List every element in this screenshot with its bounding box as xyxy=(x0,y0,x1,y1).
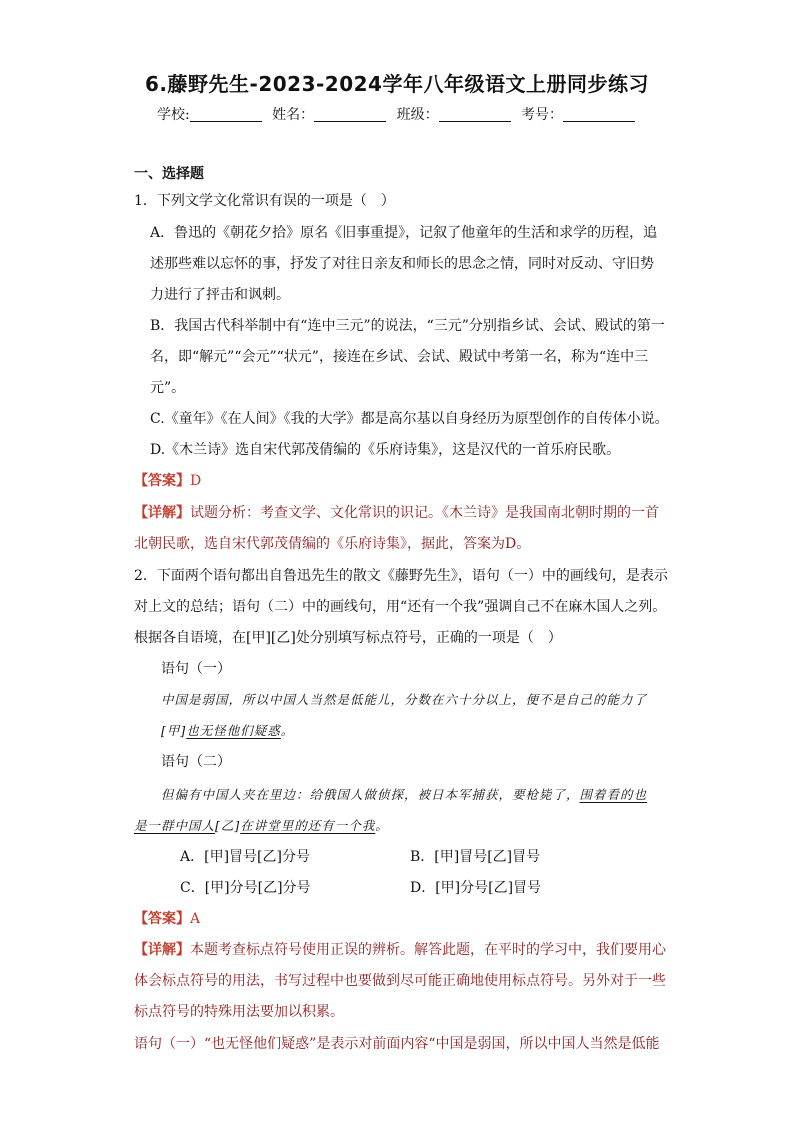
detail-label: 【详解】 xyxy=(134,505,190,521)
answer-label: 【答案】 xyxy=(134,911,190,927)
answer-value: A xyxy=(190,911,201,927)
blank-yi: [乙] xyxy=(215,818,241,833)
q1-option-c: C.《童年》《在人间》《我的大学》都是高尔基以自身经历为原型创作的自传体小说。 xyxy=(150,411,669,427)
class-blank[interactable] xyxy=(439,107,511,122)
answer-label: 【答案】 xyxy=(134,473,190,489)
q1-option-a-line2: 述那些难以忘怀的事，抒发了对往日亲友和师长的思念之情，同时对反动、守旧势 xyxy=(150,256,654,272)
q2-detail-line3: 标点符号的特殊用法要加以积累。 xyxy=(134,1004,344,1020)
q2-detail-line1 xyxy=(134,940,666,960)
q2-option-c: C．[甲]分号[乙]分号 xyxy=(180,880,311,896)
q2-answer xyxy=(134,909,200,929)
name-blank[interactable] xyxy=(314,107,386,122)
q1-stem: 1．下列文学文化常识有误的一项是（ ） xyxy=(134,193,395,209)
q2-option-d: D．[甲]分号[乙]冒号 xyxy=(410,880,542,896)
q2-sentence2-line2 xyxy=(134,816,389,836)
q1-detail-line2: 北朝民歌，选自宋代郭茂倩编的《乐府诗集》，据此，答案为D。 xyxy=(134,536,531,552)
student-info-line xyxy=(0,104,794,124)
q2-stem-line1: 2．下面两个语句都出自鲁迅先生的散文《藤野先生》，语句（一）中的画线句，是表示 xyxy=(134,568,668,584)
q2-detail-line2: 体会标点符号的用法，书写过程中也要做到尽可能正确地使用标点符号。另外对于一些 xyxy=(134,973,666,989)
school-blank[interactable] xyxy=(190,107,262,122)
q2-sentence1-label: 语句（一） xyxy=(161,661,231,677)
number-blank[interactable] xyxy=(563,107,635,122)
page-title: 6.藤野先生-2023-2024学年八年级语文上册同步练习 xyxy=(145,72,649,96)
q1-option-b-line2: 名，即“解元”“会元”“状元”，接连在乡试、会试、殿试中考第一名，称为“连中三 xyxy=(150,349,649,365)
q1-option-b-line1: B．我国古代科举制中有“连中三元”的说法，“三元”分别指乡试、会试、殿试的第一 xyxy=(150,318,665,334)
q1-option-d: D.《木兰诗》选自宋代郭茂倩编的《乐府诗集》，这是汉代的一首乐府民歌。 xyxy=(150,442,621,458)
detail-text: 本题考查标点符号使用正误的辨析。解答此题，在平时的学习中，我们要用心 xyxy=(190,942,666,958)
plain-text: 但偏有中国人夹在里边：给俄国人做侦探，被日本军捕获，要枪毙了， xyxy=(161,787,580,802)
underlined-text: 在讲堂里的还有一个我 xyxy=(240,818,376,833)
punct: 。 xyxy=(375,818,389,833)
answer-value: D xyxy=(190,473,202,489)
q2-stem-line2: 对上文的总结；语句（二）中的画线句，用“还有一个我”强调自己不在麻木国人之列。 xyxy=(134,599,667,615)
blank-jia: [甲] xyxy=(161,723,187,738)
q2-sentence2-line1 xyxy=(161,785,647,805)
q1-answer xyxy=(134,471,201,491)
class-label: 班级： xyxy=(396,107,439,123)
underlined-text: 也无怪他们疑惑 xyxy=(186,723,281,738)
underlined-text: 围着看的也 xyxy=(579,787,648,802)
detail-text: 试题分析：考查文学、文化常识的识记。《木兰诗》是我国南北朝时期的一首 xyxy=(190,505,659,521)
underlined-text: 是一群中国人 xyxy=(134,818,216,833)
detail-label: 【详解】 xyxy=(134,942,190,958)
q1-option-b-line3: 元”。 xyxy=(150,380,186,396)
q2-detail-line4: 语句（一）“也无怪他们疑惑”是表示对前面内容“中国是弱国，所以中国人当然是低能 xyxy=(134,1036,660,1052)
q1-detail-line1 xyxy=(134,503,659,523)
q1-option-a-line1: A．鲁迅的《朝花夕拾》原名《旧事重提》，记叙了他童年的生活和求学的历程，追 xyxy=(150,225,658,241)
q2-sentence1-line2 xyxy=(161,721,294,741)
q2-sentence2-label: 语句（二） xyxy=(161,754,231,770)
q2-option-b: B．[甲]冒号[乙]冒号 xyxy=(410,849,541,865)
q2-stem-line3: 根据各自语境，在[甲][乙]处分别填写标点符号，正确的一项是（ ） xyxy=(134,630,562,646)
q2-option-a: A．[甲]冒号[乙]分号 xyxy=(180,849,310,865)
section-heading: 一、选择题 xyxy=(134,166,204,182)
number-label: 考号： xyxy=(521,107,564,123)
punct: 。 xyxy=(280,723,295,738)
q1-option-a-line3: 力进行了抨击和讽刺。 xyxy=(150,287,290,303)
school-label: 学校: xyxy=(156,107,190,123)
name-label: 姓名： xyxy=(272,107,315,123)
q2-sentence1-line1: 中国是弱国，所以中国人当然是低能儿，分数在六十分以上，便不是自己的能力了 xyxy=(161,692,648,707)
